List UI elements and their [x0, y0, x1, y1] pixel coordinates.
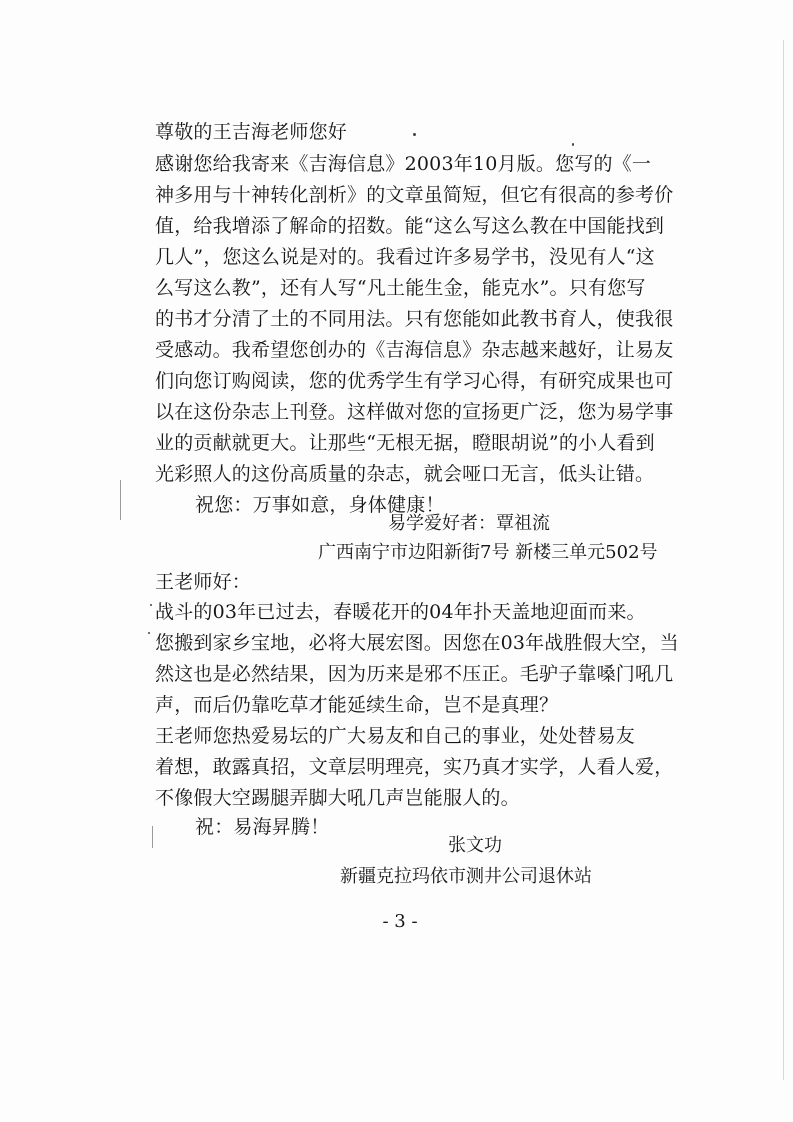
letter1-body-line-2: 神多用与十神转化剖析》的文章虽简短，但它有很高的参考价: [155, 184, 674, 206]
letter1-body-line-11: 光彩照人的这份高质量的杂志，就会哑口无言，低头让错。: [155, 463, 655, 485]
letter1-body-line-9: 以在这份杂志上刊登。这样做对您的宣扬更广泛，您为易学事: [155, 401, 674, 423]
letter2-body-line-1: 战斗的03年已过去，春暖花开的04年扑天盖地迎面而来。: [155, 601, 646, 623]
letter1-body-line-6: 的书才分清了土的不同用法。只有您能如此教书育人，使我很: [155, 308, 674, 330]
letter1-body-line-5: 么写这么教”，还有人写“凡土能生金，能克水”。只有您写: [155, 277, 646, 299]
letter2-body-line-5: 王老师您热爱易坛的广大易友和自己的事业，处处替易友: [155, 725, 636, 747]
letter2-body-line-4: 声，而后仍靠吃草才能延续生命，岂不是真理？: [155, 694, 559, 716]
letter2-closing: 祝：易海昇腾！: [195, 816, 330, 838]
letter2-body-line-7: 不像假大空踢腿弄脚大吼几声岂能服人的。: [155, 787, 520, 809]
letter2-signature-address: 新疆克拉玛依市测井公司退休站: [340, 866, 592, 887]
scan-speck: [413, 133, 416, 136]
letter2-body-line-2: 您搬到家乡宝地，必将大展宏图。因您在03年战胜假大空，当: [155, 632, 679, 654]
letter1-body-line-1: 感谢您给我寄来《吉海信息》2003年10月版。您写的《一: [155, 153, 652, 175]
letter1-closing: 祝您：万事如意，身体健康！: [195, 494, 445, 516]
page-number: - 3 -: [382, 911, 418, 932]
letter2-body-line-3: 然这也是必然结果，因为历来是邪不压正。毛驴子靠嗓门吼几: [155, 663, 674, 685]
letter1-signature-name: 易学爱好者：覃祖流: [388, 513, 550, 534]
letter2-signature-name: 张文功: [448, 835, 502, 856]
scan-speck: [572, 143, 574, 146]
letter1-body-line-4: 几人”，您这么说是对的。我看过许多易学书，没见有人“这: [155, 246, 655, 268]
scan-speck: [150, 604, 152, 606]
scan-edge-mark: [152, 826, 153, 848]
letter1-body-line-10: 业的贡献就更大。让那些“无根无据，瞪眼胡说”的小人看到: [155, 432, 655, 454]
letter2-body-line-6: 着想，敢露真招，文章层明理亮，实乃真才实学，人看人爱，: [155, 756, 674, 778]
letter1-signature-address: 广西南宁市边阳新街7号 新楼三单元502号: [318, 542, 658, 563]
letter1-salutation: 尊敬的王吉海老师您好: [155, 121, 348, 143]
scan-edge-mark: [783, 40, 784, 1080]
letter1-body-line-7: 受感动。我希望您创办的《吉海信息》杂志越来越好，让易友: [155, 339, 674, 361]
letter2-salutation: 王老师好：: [155, 571, 252, 593]
scan-edge-mark: [120, 480, 121, 520]
letter1-body-line-8: 们向您订购阅读，您的优秀学生有学习心得，有研究成果也可: [155, 370, 674, 392]
scan-speck: [148, 632, 150, 634]
letter1-body-line-3: 值，给我增添了解命的招数。能“这么写这么教在中国能找到: [155, 215, 665, 237]
